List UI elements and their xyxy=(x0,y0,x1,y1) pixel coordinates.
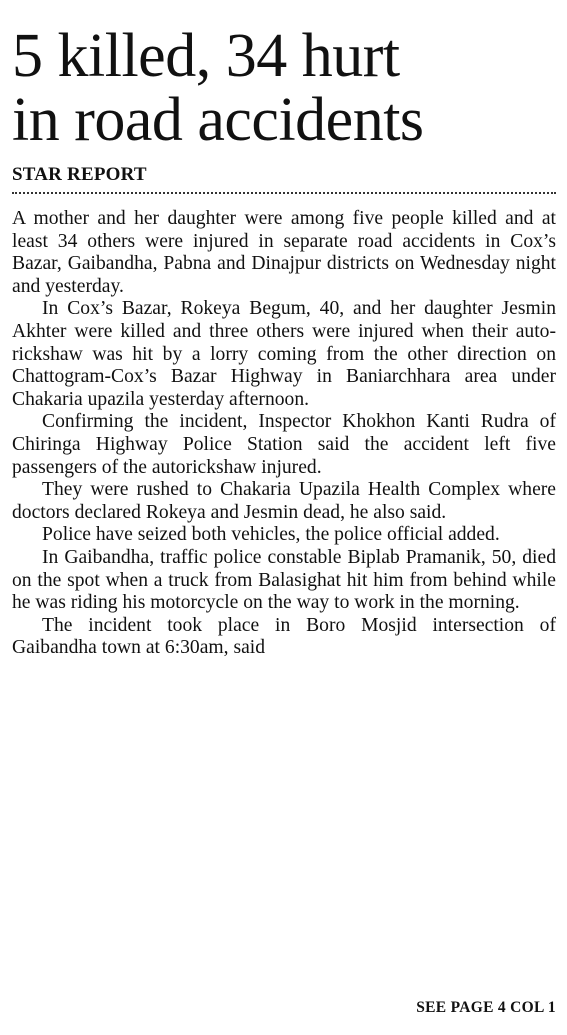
paragraph-1: A mother and her daughter were among five people killed and at least 34 others were injured in separate road accidents in Cox’s Bazar, Gaibandha, Pabna and Dinajpur districts on Wednesday night and yesterday. xyxy=(12,208,556,297)
paragraph-4: They were rushed to Chakaria Upazila Health Complex where doctors declared Rokeya and Jesmin dead, he also said. xyxy=(12,479,556,523)
paragraph-6: In Gaibandha, traffic police constable Biplab Pramanik, 50, died on the spot when a truck from Balasighat hit him from behind while he was riding his motorcycle on the way to work in the morning. xyxy=(12,546,556,614)
headline-line-2: in road accidents xyxy=(12,86,424,154)
paragraph-7: The incident took place in Boro Mosjid intersection of Gaibandha town at 6:30am, said xyxy=(12,614,556,659)
continued-jump-line: SEE PAGE 4 COL 1 xyxy=(416,999,556,1016)
paragraph-3: Confirming the incident, Inspector Khokhon Kanti Rudra of Chiringa Highway Police Station said the accident left five passengers of the autorickshaw injured. xyxy=(12,411,556,478)
paragraph-2: In Cox’s Bazar, Rokeya Begum, 40, and her daughter Jesmin Akhter were killed and three others were injured when their auto-rickshaw was hit by a lorry coming from the other direction on Chattogram-Cox’s Bazar Highway in Baniarchhara area under Chakaria upazila yesterday afternoon. xyxy=(12,298,556,410)
headline-line-1: 5 killed, 34 hurt xyxy=(12,22,400,90)
paragraph-5: Police have seized both vehicles, the police official added. xyxy=(42,524,500,546)
article-body xyxy=(12,208,556,660)
dotted-divider xyxy=(12,192,556,194)
news-article xyxy=(12,0,556,660)
headline xyxy=(12,24,556,152)
byline: STAR REPORT xyxy=(12,164,147,185)
